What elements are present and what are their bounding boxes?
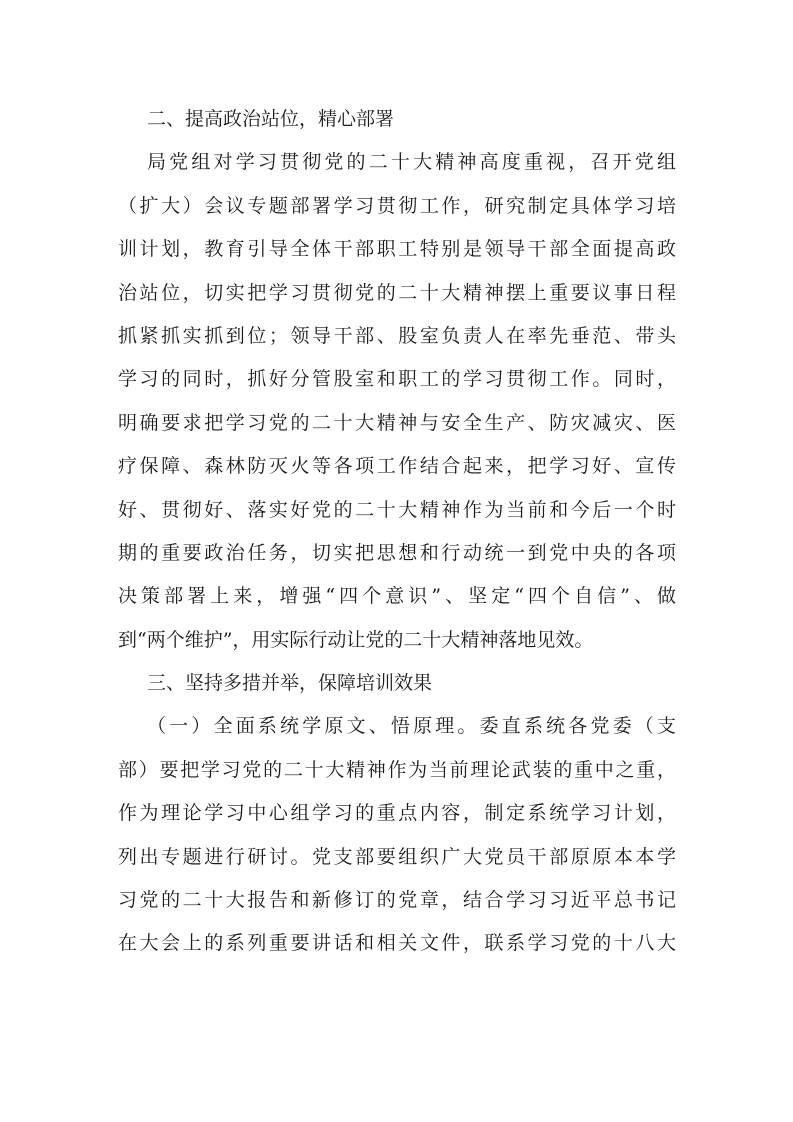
paragraph-line: 部）要把学习党的二十大精神作为当前理论武装的重中之重， xyxy=(118,758,676,781)
paragraph-line: 治站位，切实把学习贯彻党的二十大精神摆上重要议事日程 xyxy=(118,281,676,304)
heading-text: 三、坚持多措并举，保障培训效果 xyxy=(147,672,433,695)
paragraph-line: 抓紧抓实抓到位；领导干部、股室负责人在率先垂范、带头 xyxy=(118,324,676,347)
heading-text: 二、提高政治站位，精心部署 xyxy=(147,108,395,130)
paragraph-line: 学习的同时，抓好分管股室和职工的学习贯彻工作。同时， xyxy=(118,368,676,391)
paragraph-line: （扩大）会议专题部署学习贯彻工作，研究制定具体学习培 xyxy=(118,194,676,217)
paragraph-line: 局党组对学习贯彻党的二十大精神高度重视，召开党组 xyxy=(147,151,676,174)
paragraph-line: 明确要求把学习党的二十大精神与安全生产、防灾减灾、医 xyxy=(118,411,676,434)
paragraph-line: 列出专题进行研讨。党支部要组织广大党员干部原原本本学 xyxy=(118,845,676,868)
document-body xyxy=(118,98,676,966)
paragraph-line: 好、贯彻好、落实好党的二十大精神作为当前和今后一个时 xyxy=(118,498,676,521)
paragraph-line: 习党的二十大报告和新修订的党章，结合学习习近平总书记 xyxy=(118,889,676,912)
paragraph-line: 训计划，教育引导全体干部职工特别是领导干部全面提高政 xyxy=(118,238,676,261)
paragraph xyxy=(118,141,676,662)
section-heading xyxy=(118,98,676,141)
section-heading xyxy=(118,662,676,705)
paragraph-line: 在大会上的系列重要讲话和相关文件，联系学习党的十八大 xyxy=(118,932,676,955)
paragraph-line: （一）全面系统学原文、悟原理。委直系统各党委（支 xyxy=(147,715,676,738)
paragraph-line: 作为理论学习中心组学习的重点内容，制定系统学习计划， xyxy=(118,802,676,825)
paragraph-line: 疗保障、森林防灭火等各项工作结合起来，把学习好、宣传 xyxy=(118,455,676,478)
paragraph-line: 期的重要政治任务，切实把思想和行动统一到党中央的各项 xyxy=(118,541,676,564)
paragraph-line: 到“两个维护”，用实际行动让党的二十大精神落地见效。 xyxy=(118,628,594,651)
paragraph-line: 决策部署上来，增强“四个意识”、坚定“四个自信”、做 xyxy=(118,585,676,608)
paragraph xyxy=(118,705,676,965)
